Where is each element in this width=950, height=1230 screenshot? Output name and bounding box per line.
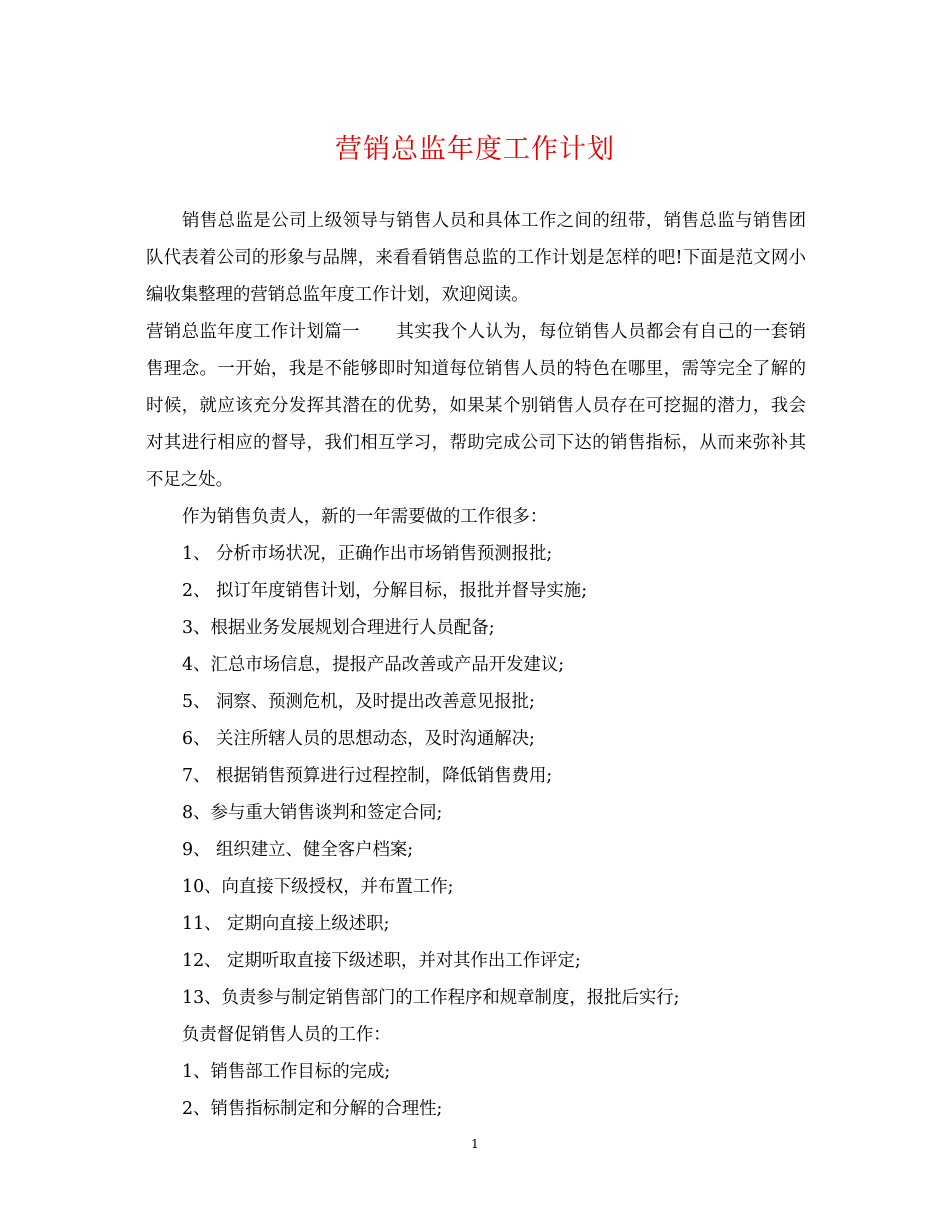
duty-item: 4、汇总市场信息，提报产品改善或产品开发建议; bbox=[182, 655, 565, 675]
page-number: 1 bbox=[471, 1137, 479, 1151]
duty-item: 6、 关注所辖人员的思想动态，及时沟通解决; bbox=[182, 729, 535, 749]
duty-item: 2、 拟订年度销售计划，分解目标，报批并督导实施; bbox=[182, 581, 588, 601]
section-paragraph bbox=[146, 314, 806, 499]
section-text: 其实我个人认为，每位销售人员都会有自己的一套销售理念。一开始，我是不能够即时知道每位销售人员的特色在哪里，需等完全了解的时候，就应该充分发挥其潜在的优势，如果某个别销售人员存在可挖掘的潜力，我会对其进行相应的督导，我们相互学习，帮助完成公司下达的销售指标，从而来弥补其不足之处。 bbox=[146, 322, 806, 490]
supervise-heading: 负责督促销售人员的工作： bbox=[182, 1025, 391, 1045]
duty-item: 3、根据业务发展规划合理进行人员配备; bbox=[182, 618, 495, 638]
duty-item: 13、负责参与制定销售部门的工作程序和规章制度，报批后实行; bbox=[182, 988, 680, 1008]
section-heading: 营销总监年度工作计划篇一 bbox=[146, 322, 360, 342]
duty-item: 10、向直接下级授权，并布置工作; bbox=[182, 877, 454, 897]
duty-item: 7、 根据销售预算进行过程控制，降低销售费用; bbox=[182, 766, 553, 786]
supervise-item: 1、销售部工作目标的完成; bbox=[182, 1062, 391, 1082]
duty-item: 5、 洞察、预测危机，及时提出改善意见报批; bbox=[182, 692, 535, 712]
supervise-list bbox=[146, 1054, 806, 1128]
duty-item: 11、 定期向直接上级述职; bbox=[182, 914, 390, 934]
document-title: 营销总监年度工作计划 bbox=[335, 134, 615, 165]
duty-item: 12、 定期听取直接下级述职，并对其作出工作评定; bbox=[182, 951, 581, 971]
intro-paragraph: 销售总监是公司上级领导与销售人员和具体工作之间的纽带，销售总监与销售团队代表着公司的形象与品牌，来看看销售总监的工作计划是怎样的吧!下面是范文网小编收集整理的营销总监年度工作计划，欢迎阅读。 bbox=[146, 211, 806, 305]
supervise-item: 2、销售指标制定和分解的合理性; bbox=[182, 1099, 443, 1119]
document-body bbox=[146, 203, 806, 1128]
duties-list bbox=[146, 536, 806, 1017]
duties-heading: 作为销售负责人，新的一年需要做的工作很多： bbox=[182, 507, 548, 527]
duty-item: 9、 组织建立、健全客户档案; bbox=[182, 840, 414, 860]
duty-item: 8、参与重大销售谈判和签定合同; bbox=[182, 803, 443, 823]
duty-item: 1、 分析市场状况，正确作出市场销售预测报批; bbox=[182, 544, 553, 564]
